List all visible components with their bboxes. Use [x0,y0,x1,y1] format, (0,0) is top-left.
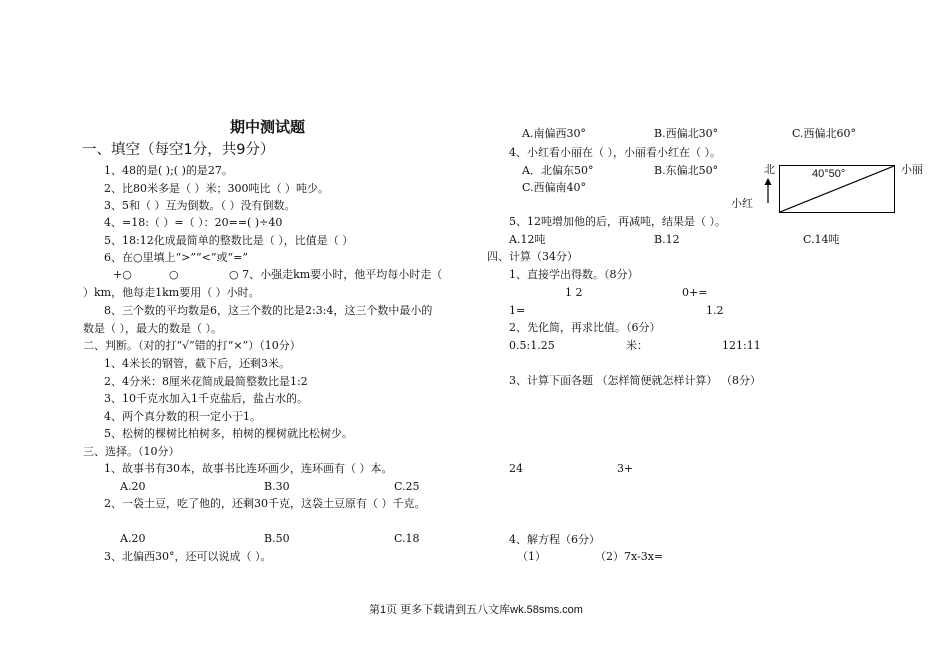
choice-q2: 2、一袋土豆，吃了他的，还剩30千克，这袋土豆原有（ ）千克。 [104,497,426,510]
judge-item-5: 5、松树的棵树比柏树多，柏树的棵树就比松树少。 [104,427,353,440]
calc-1-heading: 1、直接学出得数。（8分） [509,268,639,281]
calc-2-item-c: 121:11 [722,339,761,352]
page-title: 期中测试题 [230,118,306,136]
choice-q2-option-c: C.18 [394,532,420,545]
section-2-heading: 二、判断。（对的打“√”错的打“×”）（10分） [83,339,301,352]
section-3-heading: 三、选择。（10分） [83,445,180,458]
judge-item-4: 4、两个真分数的积一定小于1。 [104,410,261,423]
calc-4-heading: 4、解方程（6分） [509,533,600,546]
fill-item-8-cont: 数是（ ），最大的数是（ ）。 [83,322,222,335]
xiaoli-label: 小丽 [901,163,923,176]
calc-2-item-a: 0.5:1.25 [509,339,555,352]
calc-1-item-d: 1.2 [706,304,724,317]
angle-label: 40°50° [812,168,846,180]
choice-q1-option-c: C.25 [394,480,420,493]
choice-q1: 1、故事书有30本，故事书比连环画少，连环画有（ ）本。 [104,462,393,475]
xiaohong-label: 小红 [731,197,753,210]
choice-q1-option-a: A.20 [120,480,146,493]
north-label: 北 [764,163,775,176]
choice-q5: 5、12吨增加他的后，再减吨，结果是（ ）。 [509,215,726,228]
north-arrow-icon [763,178,773,204]
choice-q4: 4、小红看小丽在（ ），小丽看小红在（ ）。 [509,146,721,159]
judge-item-1: 1、4米长的钢管，截下后，还剩3米。 [104,357,290,370]
fill-item-1: 1、48的是( );( )的是27。 [104,164,233,177]
judge-item-2: 2、4分米：8厘米花简成最简整数比是1:2 [104,375,308,388]
choice-q4-option-b: B.东偏北50° [654,164,719,177]
section-4-heading: 四、计算（34分） [487,250,578,263]
calc-2-item-b: 米： [626,339,648,352]
section-1-heading: 一、填空（每空1分，共9分） [82,142,275,158]
calc-1-item-c: 1= [509,304,526,317]
compare-circle-1: +○ [113,268,132,281]
calc-3-item-a: 24 [509,462,523,475]
calc-3-item-b: 3+ [617,462,634,475]
fill-item-7: ○ 7、小强走km要小时，他平均每小时走（ [229,268,443,281]
choice-q2-option-a: A.20 [120,532,146,545]
choice-q3-option-c: C.西偏北60° [792,127,857,140]
choice-q5-option-b: B.12 [654,233,680,246]
equation-1: （1） [517,550,546,563]
fill-item-6: 6、在○里填上“>”“<”或“=” [104,251,248,264]
choice-q2-option-b: B.50 [264,532,290,545]
choice-q5-option-a: A.12吨 [509,233,546,246]
calc-1-item-a: 1 2 [565,286,583,299]
choice-q3-option-b: B.西偏北30° [654,127,719,140]
fill-item-3: 3、5和（ ）互为倒数。（ ）没有倒数。 [104,199,296,212]
calc-1-item-b: 0+= [682,286,708,299]
choice-q4-option-c: C.西偏南40° [522,181,587,194]
fill-item-5: 5、18:12化成最简单的整数比是（ ），比值是（ ） [104,234,354,247]
equation-2: （2）7x-3x= [595,550,664,563]
judge-item-3: 3、10千克水加入1千克盐后，盐占水的。 [104,392,308,405]
fill-item-2: 2、比80米多是（ ）米；300吨比（ ）吨少。 [104,182,329,195]
fill-item-4: 4、=18:（ ）=（ ）：20==( )÷40 [104,216,283,229]
choice-q1-option-b: B.30 [264,480,290,493]
choice-q5-option-c: C.14吨 [803,233,840,246]
choice-q3: 3、北偏西30°，还可以说成（ ）。 [104,550,272,563]
choice-q4-option-a: A．北偏东50° [522,164,594,177]
calc-3-heading: 3、计算下面各题 （怎样简便就怎样计算） （8分） [509,374,761,387]
fill-item-8: 8、三个数的平均数是6，这三个数的比是2:3:4，这三个数中最小的 [104,304,433,317]
fill-item-7-cont: ）km，他每走1km要用（ ）小时。 [83,286,260,299]
page-footer: 第1页 更多下载请到五八文库wk.58sms.com [369,604,583,616]
calc-2-heading: 2、先化简，再求比值。（6分） [509,321,661,334]
compare-circle-2: ○ [169,268,179,281]
choice-q3-option-a: A.南偏西30° [522,127,586,140]
